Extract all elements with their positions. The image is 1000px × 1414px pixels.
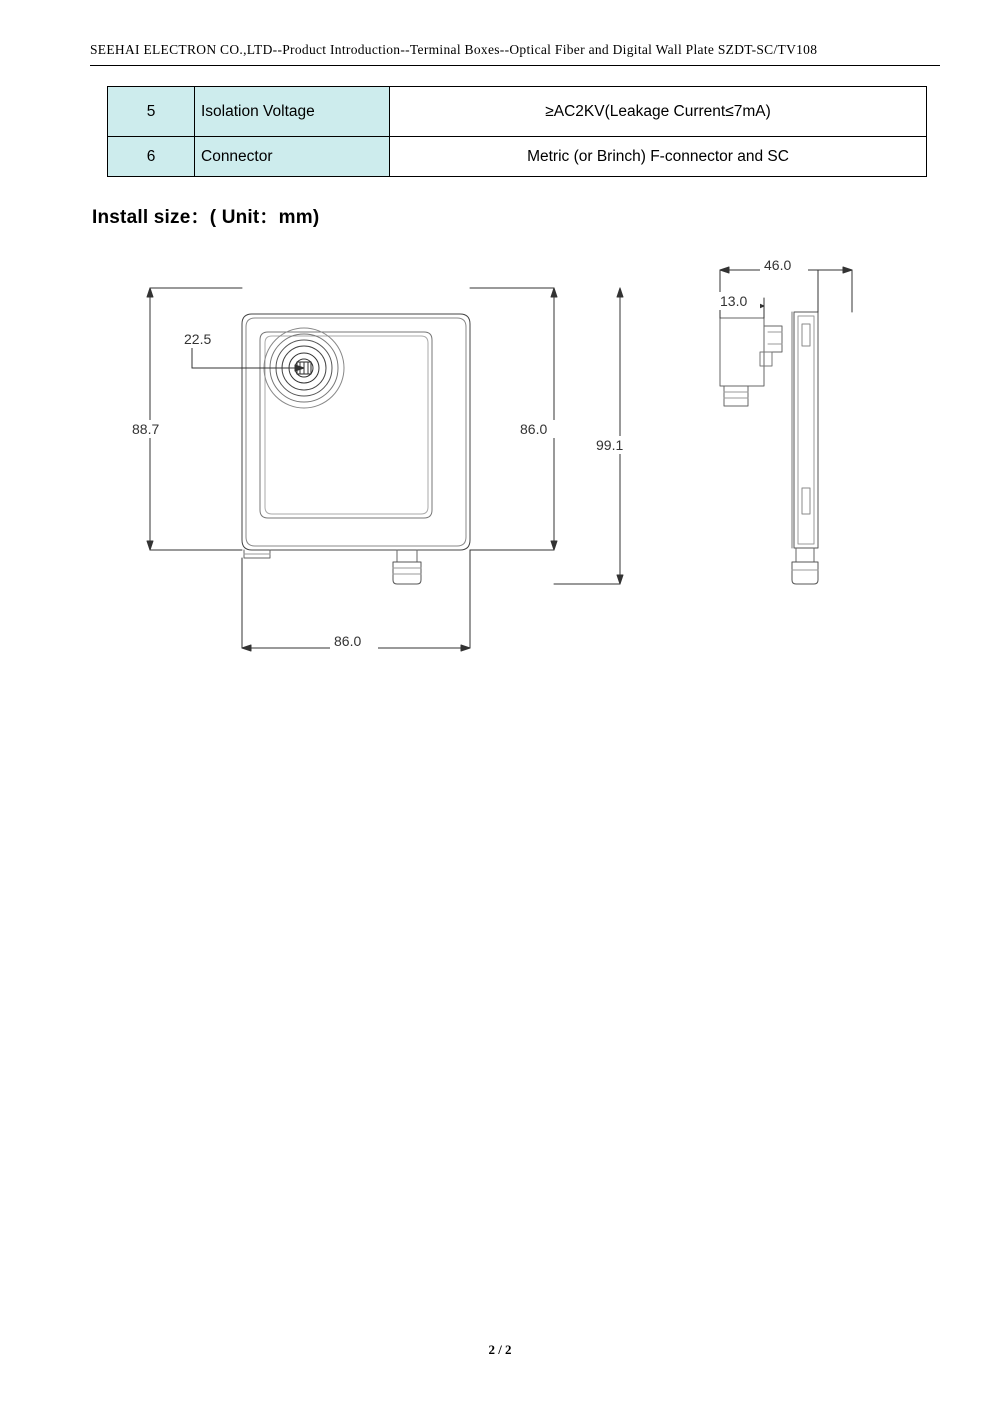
dim-22-5: 22.5	[184, 331, 212, 347]
dim-86-0-width: 86.0	[334, 633, 362, 649]
table-row	[108, 87, 927, 137]
row-number: 6	[108, 137, 195, 177]
document-header: SEEHAI ELECTRON CO.,LTD--Product Introduction--Terminal Boxes--Optical Fiber and Digital Wall Plate SZDT-SC/TV108	[90, 42, 818, 57]
row-number: 5	[108, 87, 195, 137]
install-size-heading: Install size：( Unit：mm)	[92, 207, 320, 228]
dim-88-7: 88.7	[132, 421, 160, 437]
page-number: 2 / 2	[488, 1342, 512, 1357]
row-value: Metric (or Brinch) F-connector and SC	[390, 137, 927, 177]
dim-86-0-height: 86.0	[520, 421, 548, 437]
specification-table	[107, 86, 927, 177]
dim-99-1: 99.1	[596, 437, 624, 453]
row-value: ≥AC2KV(Leakage Current≤7mA)	[390, 87, 927, 137]
header-divider	[90, 65, 940, 66]
table-row	[108, 137, 927, 177]
row-item-label: Isolation Voltage	[195, 87, 390, 137]
dim-13-0: 13.0	[720, 293, 748, 309]
install-size-drawing	[92, 240, 952, 680]
row-item-label: Connector	[195, 137, 390, 177]
dim-46-0: 46.0	[764, 257, 792, 273]
